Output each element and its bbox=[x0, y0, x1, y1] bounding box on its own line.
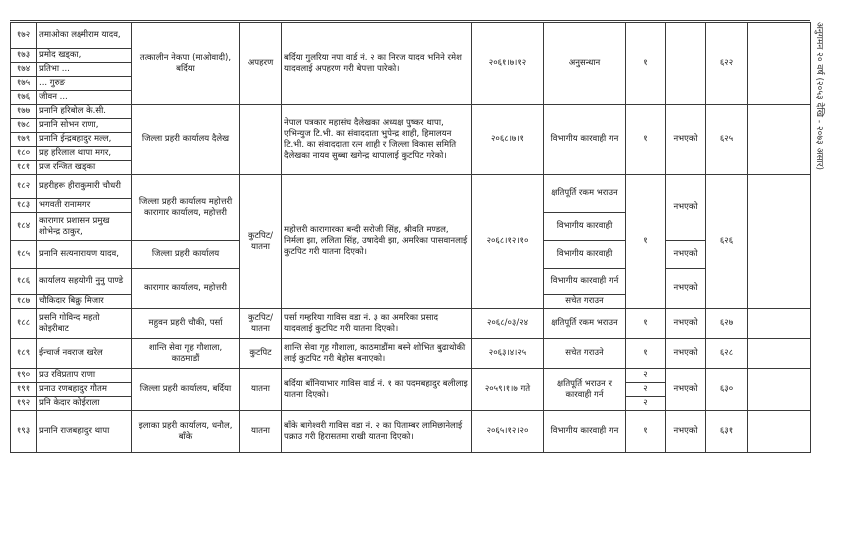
victim-name: कारागार प्रशासन प्रमुख शोभेन्द्र ठाकुर, bbox=[37, 213, 132, 241]
incident-type: कुटपिट bbox=[240, 339, 282, 369]
status: नभएको bbox=[666, 269, 706, 309]
blank-cell bbox=[748, 309, 811, 339]
victim-name: प्रतिभा ... bbox=[37, 63, 132, 77]
count: १ bbox=[626, 105, 666, 175]
victim-name: प्रमोद खड्का, bbox=[37, 49, 132, 63]
victim-name: जीवन ... bbox=[37, 91, 132, 105]
serial-number: १९२ bbox=[11, 397, 37, 411]
table-row bbox=[11, 411, 811, 453]
status: नभएको bbox=[666, 411, 706, 453]
victim-name: प्रह हरिलाल थापा मगर, bbox=[37, 147, 132, 161]
victim-name: भगवती रानामगर bbox=[37, 199, 132, 213]
victim-name: कार्यालय सहयोगी नुनु पाण्डे bbox=[37, 269, 132, 295]
incident-type bbox=[240, 105, 282, 175]
serial-number: १८५ bbox=[11, 241, 37, 269]
status: नभएको bbox=[666, 105, 706, 175]
table-row bbox=[11, 309, 811, 339]
victim-name: तमाओका लक्ष्मीराम यादव, bbox=[37, 23, 132, 49]
blank-cell bbox=[748, 339, 811, 369]
victim-name: प्रनि केदार कोईराला bbox=[37, 397, 132, 411]
incident-type: अपहरण bbox=[240, 23, 282, 105]
perpetrator: कारागार कार्यालय, महोत्तरी bbox=[132, 269, 240, 309]
victim-name: प्रनानि राजबहादुर थापा bbox=[37, 411, 132, 453]
recommendation: विभागीय कारवाही गन bbox=[544, 105, 626, 175]
serial-number: १७२ bbox=[11, 23, 37, 49]
status: नभएको bbox=[666, 339, 706, 369]
victim-name: ... गुरुङ bbox=[37, 77, 132, 91]
table-row bbox=[11, 23, 811, 49]
victim-name: प्रनानि हरिबोल के.सी. bbox=[37, 105, 132, 119]
perpetrator: जिल्ला प्रहरी कार्यालय bbox=[132, 241, 240, 269]
count: १ bbox=[626, 175, 666, 309]
count: २ bbox=[626, 383, 666, 397]
perpetrator: तत्कालीन नेकपा (माओवादी), बर्दिया bbox=[132, 23, 240, 105]
victim-name: प्रनानि सोभन राणा, bbox=[37, 119, 132, 133]
incident-type: यातना bbox=[240, 369, 282, 411]
report-table-container bbox=[10, 22, 810, 537]
recommendation: सचेत गराउन bbox=[544, 295, 626, 309]
recommendation: विभागीय कारवाही bbox=[544, 213, 626, 241]
decision-number: ६३० bbox=[706, 369, 748, 411]
count: १ bbox=[626, 411, 666, 453]
side-page-note: अनुगमन २० वर्ष (२०५३ देखि - २०७३ असार) bbox=[814, 22, 824, 171]
serial-number: १७३ bbox=[11, 49, 37, 63]
serial-number: १८६ bbox=[11, 269, 37, 295]
perpetrator: महुवन प्रहरी चौकी, पर्सा bbox=[132, 309, 240, 339]
serial-number: १९३ bbox=[11, 411, 37, 453]
decision-number: ६२८ bbox=[706, 339, 748, 369]
table-row bbox=[11, 105, 811, 119]
victim-name: प्रनानि सत्यनारायण यादव, bbox=[37, 241, 132, 269]
incident-type: कुटपिट/ यातना bbox=[240, 175, 282, 309]
serial-number: १८८ bbox=[11, 309, 37, 339]
serial-number: १७४ bbox=[11, 63, 37, 77]
serial-number: १७५ bbox=[11, 77, 37, 91]
recommendation: क्षतिपूर्ति भराउन र कारवाही गर्न bbox=[544, 369, 626, 411]
decision-number: ६२६ bbox=[706, 175, 748, 309]
victim-name: प्रहरीहरू हीराकुमारी चौधरी bbox=[37, 175, 132, 199]
victim-name: प्रसनि गोविन्द महतो कोइरीबाट bbox=[37, 309, 132, 339]
description: शान्ति सेवा गृह गौशाला, काठमाडौंमा बस्ने शोभित बुढाथोकी लाई कुटपिट गरी बेहोस बनाएको। bbox=[282, 339, 472, 369]
date: २०६५।१२।२० bbox=[472, 411, 544, 453]
top-rule bbox=[10, 20, 810, 21]
recommendation: अनुसन्धान bbox=[544, 23, 626, 105]
decision-number: ६२५ bbox=[706, 105, 748, 175]
serial-number: १८० bbox=[11, 147, 37, 161]
table-row bbox=[11, 175, 811, 199]
count: १ bbox=[626, 23, 666, 105]
incident-type: कुटपिट/ यातना bbox=[240, 309, 282, 339]
count: १ bbox=[626, 309, 666, 339]
status: नभएको bbox=[666, 369, 706, 411]
recommendation: क्षतिपूर्ति रकम भराउन bbox=[544, 309, 626, 339]
date: २०६३।४।२५ bbox=[472, 339, 544, 369]
date: २०६१।७।१२ bbox=[472, 23, 544, 105]
count: २ bbox=[626, 369, 666, 383]
status: नभएको bbox=[666, 309, 706, 339]
victim-name: प्रउ रविप्रताप राणा bbox=[37, 369, 132, 383]
decision-number: ६२७ bbox=[706, 309, 748, 339]
recommendation: विभागीय कारवाही गर्न bbox=[544, 269, 626, 295]
serial-number: १९१ bbox=[11, 383, 37, 397]
recommendation: विभागीय कारवाही गन bbox=[544, 411, 626, 453]
report-table bbox=[10, 22, 811, 453]
incident-type: यातना bbox=[240, 411, 282, 453]
serial-number: १७७ bbox=[11, 105, 37, 119]
table-row bbox=[11, 339, 811, 369]
victim-name: चौकिदार बिक्रु मिजार bbox=[37, 295, 132, 309]
decision-number: ६२२ bbox=[706, 23, 748, 105]
victim-name: प्रनाउ रणबहादुर गौतम bbox=[37, 383, 132, 397]
description: बर्दिया बाँनियाभार गाविस वार्ड नं. १ का पदमबहादुर बलीलाइ यातना दिएको। bbox=[282, 369, 472, 411]
table-row bbox=[11, 369, 811, 383]
recommendation: सचेत गराउने bbox=[544, 339, 626, 369]
blank-cell bbox=[748, 369, 811, 411]
count: २ bbox=[626, 397, 666, 411]
serial-number: १८४ bbox=[11, 213, 37, 241]
count: १ bbox=[626, 339, 666, 369]
serial-number: १७६ bbox=[11, 91, 37, 105]
date: २०६८।१२।१० bbox=[472, 175, 544, 309]
serial-number: १८९ bbox=[11, 339, 37, 369]
description: महोत्तरी कारागारका बन्दी सरोजी सिंह, श्रीवति मण्डल, निर्मला झा, ललिता सिंह, उषादेवी झा, अमरिका पासवानलाई कुटपिट गरी यातना दिएको। bbox=[282, 175, 472, 309]
status: नभएको bbox=[666, 175, 706, 241]
perpetrator: जिल्ला प्रहरी कार्यालय, बर्दिया bbox=[132, 369, 240, 411]
victim-name: ईन्चार्ज नवराज खरेल bbox=[37, 339, 132, 369]
decision-number: ६३१ bbox=[706, 411, 748, 453]
description: बाँके बागेश्वरी गाविस वडा नं. २ का पिताम्बर लामिछानेलाई पक्राउ गरी हिरासतमा राखी यातना दिएको। bbox=[282, 411, 472, 453]
description: नेपाल पत्रकार महासंघ दैलेखका अध्यक्ष पुष्कर थापा, एभिन्युज टि.भी. का संवाददाता भुपेन्द्र शाही, हिमालयन टि.भी. का संवाददाता रत्न शाही र जिल्ला विकास समिति दैलेखका नायव सुब्बा खगेन्द्र थापालाई कुटपिट गरेको। bbox=[282, 105, 472, 175]
serial-number: १७९ bbox=[11, 133, 37, 147]
perpetrator: जिल्ला प्रहरी कार्यालय दैलेख bbox=[132, 105, 240, 175]
perpetrator: जिल्ला प्रहरी कार्यालय महोत्तरी कारागार कार्यालय, महोत्तरी bbox=[132, 175, 240, 241]
blank-cell bbox=[748, 411, 811, 453]
blank-cell bbox=[748, 105, 811, 175]
date: २०६८।७।१ bbox=[472, 105, 544, 175]
recommendation: क्षतिपूर्ति रकम भराउन bbox=[544, 175, 626, 213]
blank-cell bbox=[748, 175, 811, 309]
victim-name: प्रनानि ईन्द्रबहादुर मल्ल, bbox=[37, 133, 132, 147]
recommendation: विभागीय कारवाही bbox=[544, 241, 626, 269]
serial-number: १८३ bbox=[11, 199, 37, 213]
date: २०५९।१।७ गते bbox=[472, 369, 544, 411]
serial-number: १८१ bbox=[11, 161, 37, 175]
victim-name: प्रज रन्जित खड्का bbox=[37, 161, 132, 175]
description: बर्दिया गुलरिया नपा वार्ड नं. २ का निरज यादव भनिने रमेश यादवलाई अपहरण गरी बेपत्ता पारेको। bbox=[282, 23, 472, 105]
serial-number: १८२ bbox=[11, 175, 37, 199]
description: पर्सा गम्हरिया गाविस वडा नं. ३ का अमरिका प्रसाद यादवलाई कुटपिट गरी यातना दिएको। bbox=[282, 309, 472, 339]
serial-number: १७८ bbox=[11, 119, 37, 133]
serial-number: १९० bbox=[11, 369, 37, 383]
blank-cell bbox=[748, 23, 811, 105]
serial-number: १८७ bbox=[11, 295, 37, 309]
status bbox=[666, 23, 706, 105]
perpetrator: इलाका प्रहरी कार्यालय, धनौल, बाँके bbox=[132, 411, 240, 453]
perpetrator: शान्ति सेवा गृह गौशाला, काठमाडौं bbox=[132, 339, 240, 369]
status: नभएको bbox=[666, 241, 706, 269]
date: २०६८/०३/२४ bbox=[472, 309, 544, 339]
